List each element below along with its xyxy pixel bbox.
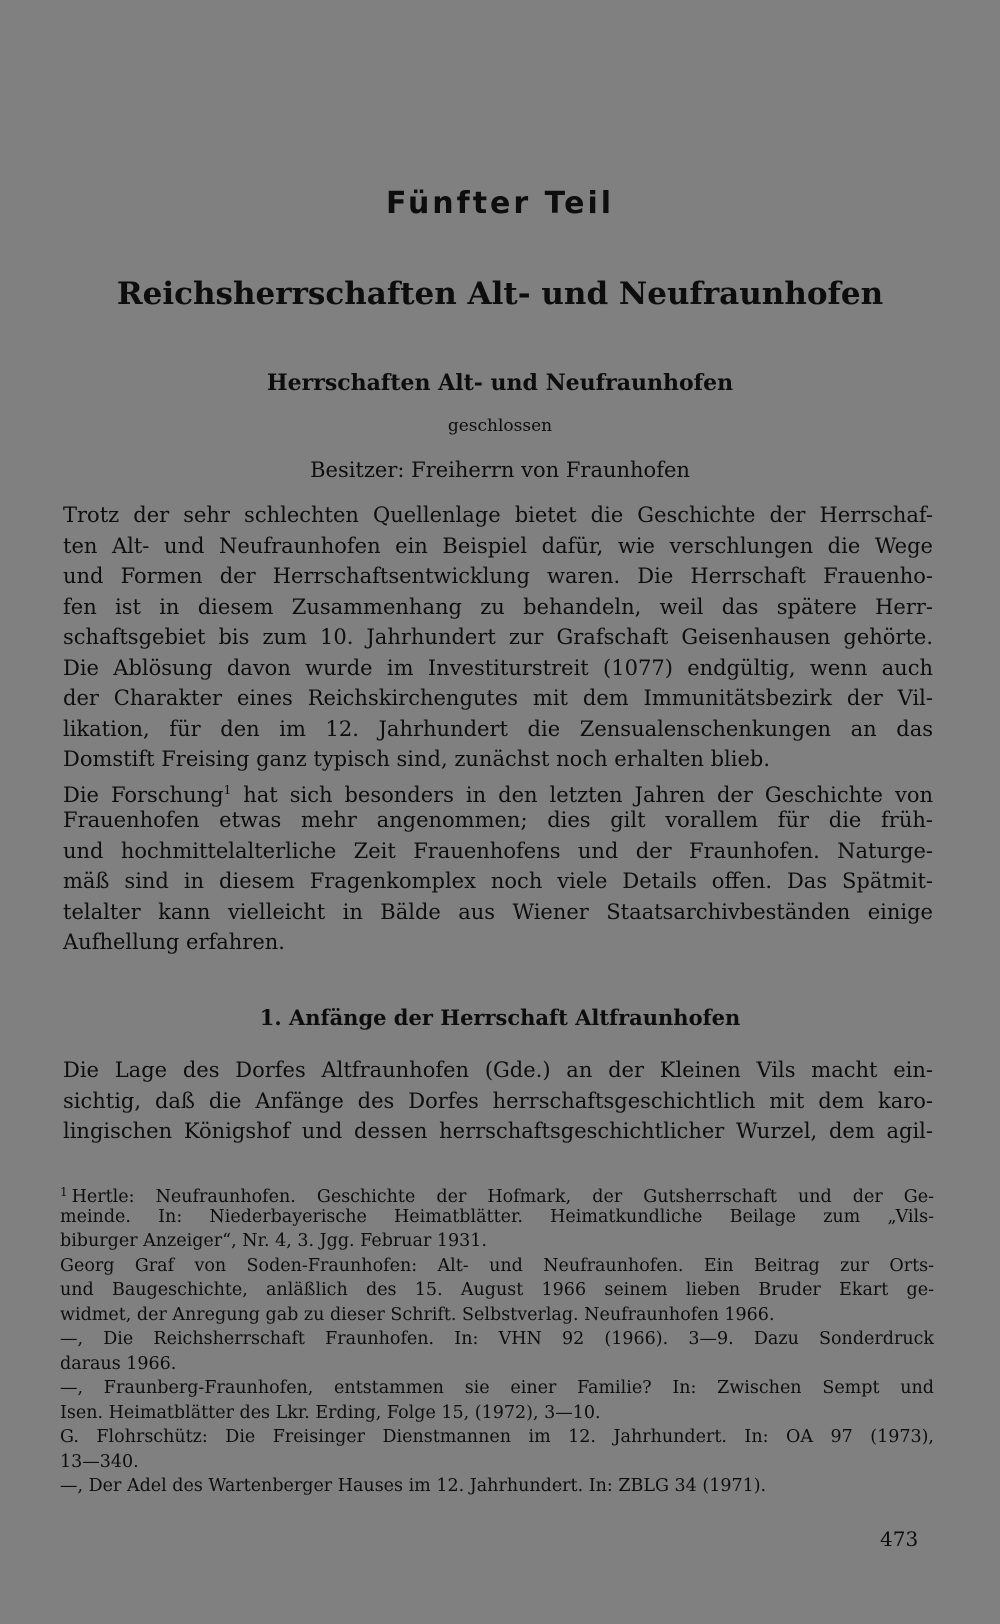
- text-line: telalter kann vielleicht in Bälde aus Wiener Staatsarchivbeständen einige: [63, 899, 933, 924]
- text-line: likation, für den im 12. Jahrhundert die Zensualenschenkungen an das: [63, 716, 933, 741]
- text-line: Frauenhofen etwas mehr angenommen; dies gilt vorallem für die früh-: [63, 808, 933, 832]
- footnote-line: —, Der Adel des Wartenberger Hauses im 12. Jahrhundert. In: ZBLG 34 (1971).: [60, 1476, 767, 1496]
- footnote-line: und Baugeschichte, anläßlich des 15. August 1966 seinem lieben Bruder Ekart ge-: [60, 1280, 934, 1300]
- text-line: und Formen der Herrschaftsentwicklung waren. Die Herrschaft Frauenho-: [63, 564, 933, 588]
- footnote-marker: 1: [60, 1185, 68, 1199]
- footnote-line: widmet, der Anregung gab zu dieser Schrift. Selbstverlag. Neufraunhofen 1966.: [60, 1304, 775, 1325]
- text-line: sichtig, daß die Anfänge des Dorfes herrschaftsgeschichtlich mit dem karo-: [63, 1088, 933, 1113]
- text-line: [63, 775, 933, 806]
- owner-line: Besitzer: Freiherrn von Fraunhofen: [310, 458, 690, 482]
- text-line: der Charakter eines Reichskirchengutes mit dem Immunitätsbezirk der Vil-: [63, 686, 933, 710]
- footnote-line: —, Fraunberg-Fraunhofen, entstammen sie einer Familie? In: Zwischen Sempt und: [60, 1378, 934, 1398]
- text-segment: Die Forschung: [63, 782, 224, 807]
- intro-text: [63, 500, 933, 958]
- part-title: Fünfter Teil: [385, 186, 615, 221]
- text-line: Domstift Freising ganz typisch sind, zunächst noch erhalten blieb.: [63, 747, 770, 771]
- section-title: Herrschaften Alt- und Neufraunhofen: [266, 370, 734, 396]
- text-segment: Hertle: Neufraunhofen. Geschichte der Hofmark, der Gutsherrschaft und der Ge-: [71, 1187, 934, 1207]
- text-segment: hat sich besonders in den letzten Jahren der Geschichte von: [231, 782, 933, 807]
- subsection-title: 1. Anfänge der Herrschaft Altfraunhofen: [259, 1005, 741, 1030]
- footnote-line: —, Die Reichsherrschaft Fraunhofen. In: VHN 92 (1966). 3—9. Dazu Sonderdruck: [60, 1329, 934, 1349]
- footnote-reference: 1: [223, 782, 232, 797]
- footnote-line: Isen. Heimatblätter des Lkr. Erding, Folge 15, (1972), 3—10.: [60, 1402, 601, 1423]
- text-line: ten Alt- und Neufraunhofen ein Beispiel dafür, wie verschlungen die Wege: [63, 533, 933, 558]
- text-line: und hochmittelalterliche Zeit Frauenhofens und der Fraunhofen. Naturge-: [63, 838, 933, 863]
- main-title: Reichsherrschaften Alt- und Neufraunhofen: [116, 276, 884, 312]
- footnote-line: 13—340.: [60, 1451, 139, 1472]
- text-line: Trotz der sehr schlechten Quellenlage bietet die Geschichte der Herrschaf-: [63, 503, 933, 527]
- section1-text: [63, 1055, 933, 1147]
- page-number: 473: [880, 1527, 919, 1551]
- text-line: mäß sind in diesem Fragenkomplex noch viele Details offen. Das Spätmit-: [63, 869, 933, 893]
- text-line: fen ist in diesem Zusammenhang zu behandeln, weil das spätere Herr-: [63, 594, 933, 619]
- text-line: lingischen Königshof und dessen herrschaftsgeschichtlicher Wurzel, dem agil-: [63, 1119, 933, 1143]
- text-line: Die Ablösung davon wurde im Investiturstreit (1077) endgültig, wenn auch: [63, 655, 933, 680]
- footnote-line: biburger Anzeiger“, Nr. 4, 3. Jgg. Februar 1931.: [60, 1231, 487, 1251]
- footnote-line: [60, 1180, 934, 1205]
- footnote-line: daraus 1966.: [60, 1353, 177, 1374]
- footnotes: [60, 1180, 934, 1499]
- footnote-line: meinde. In: Niederbayerische Heimatblätter. Heimatkundliche Beilage zum „Vils-: [60, 1206, 934, 1227]
- status-line: geschlossen: [447, 416, 553, 436]
- text-line: Aufhellung erfahren.: [63, 930, 285, 954]
- footnote-line: G. Flohrschütz: Die Freisinger Dienstmannen im 12. Jahrhundert. In: OA 97 (1973),: [60, 1427, 934, 1447]
- footnote-line: Georg Graf von Soden-Fraunhofen: Alt- und Neufraunhofen. Ein Beitrag zur Orts-: [60, 1255, 934, 1276]
- text-line: Die Lage des Dorfes Altfraunhofen (Gde.) an der Kleinen Vils macht ein-: [63, 1058, 933, 1082]
- text-line: schaftsgebiet bis zum 10. Jahrhundert zur Grafschaft Geisenhausen gehörte.: [63, 625, 933, 649]
